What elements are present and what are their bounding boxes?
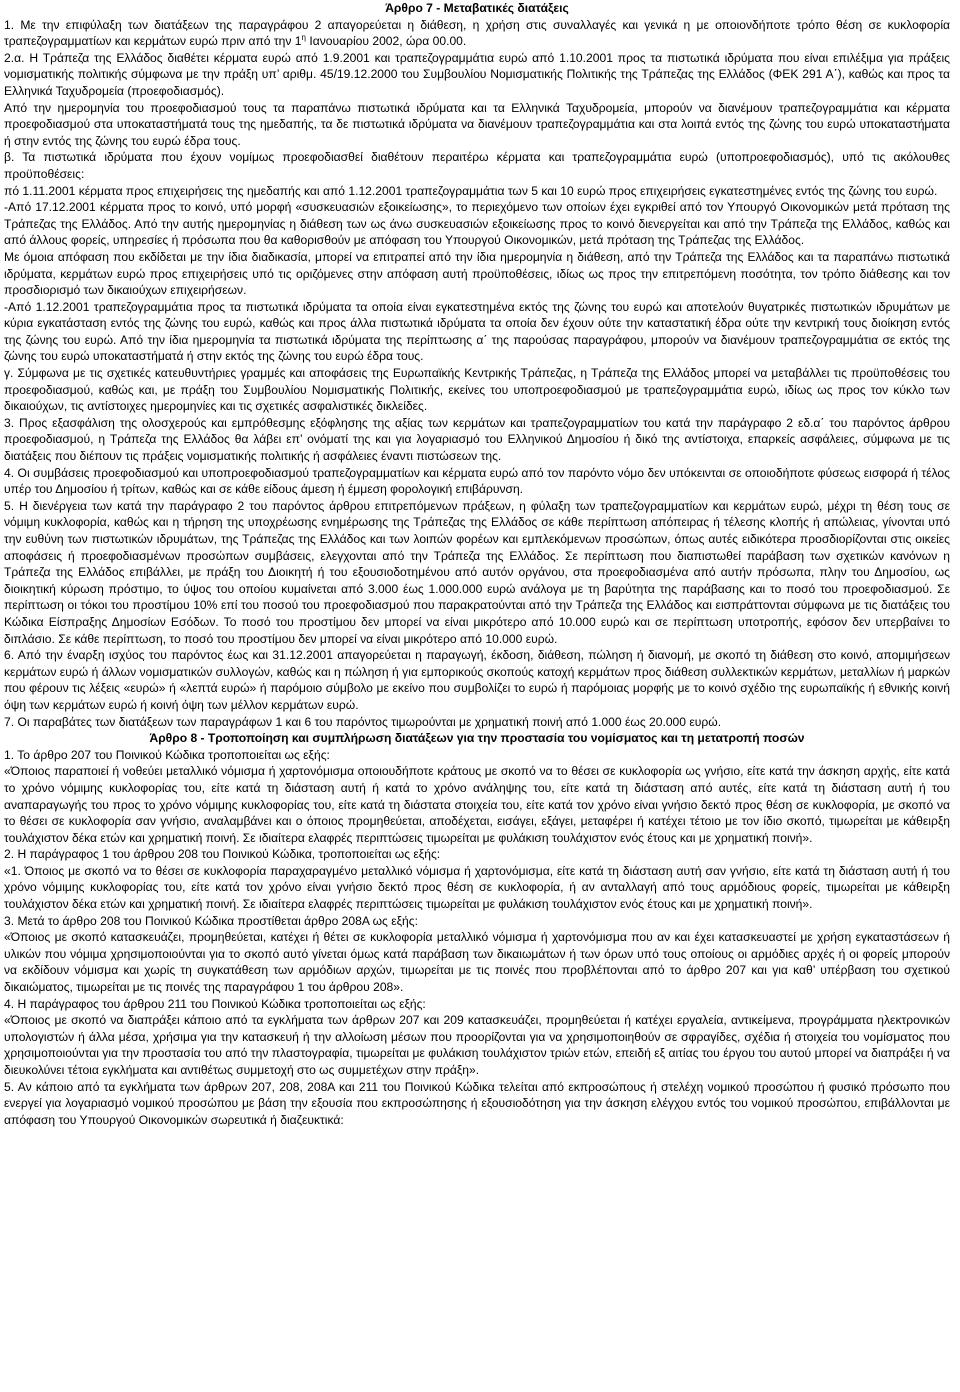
paragraph: Με όμοια απόφαση που εκδίδεται με την ίδια διαδικασία, μπορεί να επιτραπεί από την ίδια ημερομηνία η διάθεση, από την Τράπεζα της Ελλάδος και τα παραπάνω πιστωτικά ιδρύματα, κερμάτων ευρώ προς επιχειρήσεις υπό τις οριζόμενες στην απόφαση αυτή προϋποθέσεις, ιδίως ως προς την επιτρεπόμενη ποσότητα, τον τρόπο διάθεσης και τον προσδιορισμό των δικαιούχων επιχειρήσεων. [4, 249, 950, 298]
paragraph: 1. Με την επιφύλαξη των διατάξεων της παραγράφου 2 απαγορεύεται η διάθεση, η χρήση στις συναλλαγές και γενικά η με οποιονδήποτε τρόπο θέση σε κυκλοφορία τραπεζογραμματίων και κερμάτων ευρώ πριν από την $1^\eta$ Ιανουαρίου 2002, ώρα 00.00. [4, 17, 950, 49]
article-7-body [4, 17, 950, 731]
paragraph: «Όποιος παραποιεί ή νοθεύει μεταλλικό νόμισμα ή χαρτονόμισμα οποιουδήποτε κράτους με σκοπό να το θέσει σε κυκλοφορία ως γνήσιο, είτε κατά την άσκηση αρχής, είτε κατά το χρόνο νόμιμης κυκλοφορίας του, είτε κατά τη διάσταση αυτή ή κατά το χρόνο ανάληψης του, είτε κατά τη διάσταση από αυτές, είτε κατά τη διάσταση αυτή ή του αναπαραγωγής του προς το χρόνο νόμιμης κυκλοφορίας του, είτε κατά τη διάστατα στοιχεία του, είτε κατά τον χρόνο είναι γνήσιο δεκτό προς θέση σε κυκλοφορία, με σκοπό να το θέσει σε κυκλοφορία σαν γνήσιο, αναλαμβάνει και ο όποιος προμηθεύεται, αποδέχεται, εισάγει, εξάγει, μεταφέρει ή κατέχει τέτοιο με τον ίδιο σκοπό, τιμωρείται με κάθειρξη τουλάχιστον δέκα ετών και χρηματική ποινή. Σε ιδιαίτερα ελαφρές περιπτώσεις τιμωρείται με φυλάκιση τουλάχιστον ενός έτους και με χρηματική ποινή». [4, 764, 950, 845]
paragraph: 6. Από την έναρξη ισχύος του παρόντος έως και 31.12.2001 απαγορεύεται η παραγωγή, έκδοση, διάθεση, πώληση ή διανομή, με σκοπό τη διάθεση στο κοινό, απομιμήσεων κερμάτων ευρώ ή άλλων νομισματικών συλλογών, καθώς και η πώληση ή για εμπορικούς σκοπούς κατοχή κερμάτων προς διάθεση συλλεκτικών κερμάτων, μεταλλίων ή μαρκών που φέρουν τις λέξεις «ευρώ» ή «λεπτά ευρώ» ή παρόμοιο σύμβολο με εκείνο που συμβολίζει το ευρώ ή παρόμοιας μορφής με το κοινό σχέδιο της ευρωπαϊκής ή εθνικής κοινή όψη των κερμάτων ευρώ ή κοινή όψη των μέλλον κερμάτων ευρώ. [4, 648, 950, 712]
paragraph: πό 1.11.2001 κέρματα προς επιχειρήσεις της ημεδαπής και από 1.12.2001 τραπεζογραμμάτια των 5 και 10 ευρώ προς επιχειρήσεις εγκατεστημένες εντός της ζώνης του ευρώ. [4, 183, 938, 198]
article-7-heading: Άρθρο 7 - Μεταβατικές διατάξεις [385, 1, 569, 15]
paragraph: 2.α. Η Τράπεζα της Ελλάδος διαθέτει κέρματα ευρώ από 1.9.2001 και τραπεζογραμμάτια ευρώ από 1.10.2001 προς τα πιστωτικά ιδρύματα που είναι επιλέξιμα για πράξεις νομισματικής πολιτικής σύμφωνα με την πράξη υπ’ αριθμ. 45/19.12.2000 του Συμβουλίου Νομισματικής Πολιτικής της Τράπεζας της Ελλάδος (ΦΕΚ 291 Α΄), καθώς και προς τα Ελληνικά Ταχυδρομεία (προεφοδιασμός). [4, 50, 950, 98]
paragraph: «Όποιος με σκοπό να διαπράξει κάποιο από τα εγκλήματα των άρθρων 207 και 209 κατασκευάζει, προμηθεύεται ή κατέχει εργαλεία, αντικείμενα, προγράμματα ηλεκτρονικών υπολογιστών ή άλλα μέσα, χρήσιμα για την κατασκευή ή την αλλοίωση μέσων που προορίζονται για να χρησιμοποιηθούν σε σφραγίδες, σχέδια ή στοιχεία του νομίσματος που χρησιμοποιούνται για την προστασία του από την πλαστογραφία, τιμωρείται με φυλάκιση τουλάχιστον τριών ετών, επειδή εξ αιτίας του έργου του αυτού μπορεί να διαπράξει ή να διευκολύνει τέτοια εγκλήματα και αντιθέτως συμμετοχή στο ως συμμετέχων στην πράξη». [4, 1013, 950, 1077]
paragraph: 4. Η παράγραφος του άρθρου 211 του Ποινικού Κώδικα τροποποιείται ως εξής: [4, 996, 426, 1011]
paragraph: Από την ημερομηνία του προεφοδιασμού τους τα παραπάνω πιστωτικά ιδρύματα και τα Ελληνικά Ταχυδρομεία, μπορούν να διανέμουν τραπεζογραμμάτια και κέρματα προεφοδιασμού στα υποκαταστήματά τους της ημεδαπής, τα δε πιστωτικά ιδρύματα να διανέμουν τραπεζογραμμάτια και στα λοιπά εντός της ζώνης του ευρώ υποκαταστήματα ή στην εντός της ζώνης του ευρώ έδρα τους. [4, 100, 950, 148]
paragraph: 2. Η παράγραφος 1 του άρθρου 208 του Ποινικού Κώδικα, τροποποιείται ως εξής: [4, 847, 441, 862]
paragraph: 5. Η διενέργεια των κατά την παράγραφο 2 του παρόντος άρθρου επιτρεπόμενων πράξεων, η φύλαξη των τραπεζογραμματίων και κερμάτων ευρώ, μέχρι τη θέση τους σε νόμιμη κυκλοφορία, καθώς και η τήρηση της υποχρέωσης ενημέρωσης της Τράπεζας της Ελλάδος σε κάθε περίπτωση απόπειρας ή τέλεσης κλοπής ή απώλειας, γίνονται υπό την ευθύνη των πιστωτικών ιδρυμάτων, της Τράπεζας της Ελλάδος και των λοιπών φορέων και εμπλεκόμενων προσώπων, όπως αυτές ειδικότερα προσδιορίζονται στις οικείες αποφάσεις ή προεφοδιασμένων προσώπων συμβάσεις, ελεγχονται από την Τράπεζα της Ελλάδος. Σε περίπτωση που διαπιστωθεί παράβαση των σχετικών κανόνων η Τράπεζα της Ελλάδος επιβάλλει, με πράξη του Διοικητή ή του εξουσιοδοτημένου από αυτόν οργάνου, στα προεφοδιασμένα από αυτήν πρόσωπα, πλην του Δημοσίου, ως διοικητική κύρωση πρόστιμο, το ύψος του οποίου κυμαίνεται από 3.000 έως 1.000.000 ευρώ ανάλογα με τη βαρύτητα της παράβασης και το ποσό του προεφοδιασμού. Σε περίπτωση οι τόκοι του προστίμου 10% επί του ποσού του προεφοδιασμού που παρακρατούνται από την Τράπεζα της Ελλάδος και εισπράττονται σύμφωνα με τις διατάξεις του Κώδικα Είσπραξης Δημοσίων Εσόδων. Το ποσό του προστίμου δεν μπορεί να είναι μικρότερο από 10.000 ευρώ και σε περίπτωση υποτροπής, εφόσον δεν υπερβαίνει το διπλάσιο. Σε κάθε περίπτωση, το ποσό του προστίμου δεν μπορεί να είναι μικρότερο από 10.000 ευρώ. [4, 498, 950, 646]
paragraph: β. Τα πιστωτικά ιδρύματα που έχουν νομίμως προεφοδιασθεί διαθέτουν περαιτέρω κέρματα και τραπεζογραμμάτια ευρώ (υποπροεφοδιασμός), υπό τις ακόλουθες προϋποθέσεις: [4, 150, 950, 181]
article-8-body [4, 747, 950, 1129]
paragraph: 3. Μετά το άρθρο 208 του Ποινικού Κώδικα προστίθεται άρθρο 208Α ως εξής: [4, 913, 418, 928]
paragraph: 4. Οι συμβάσεις προεφοδιασμού και υποπροεφοδιασμού τραπεζογραμματίων και κέρματα ευρώ από τον παρόντο νόμο δεν υπόκεινται σε οποιοδήποτε φύσεως εισφορά ή τέλος υπέρ του Δημοσίου ή τρίτων, καθώς και σε κάθε είδους άμεση ή έμμεση φορολογική επιβάρυνση. [4, 465, 950, 497]
paragraph: -Από 17.12.2001 κέρματα προς το κοινό, υπό μορφή «συσκευασιών εξοικείωσης», το περιεχόμενο των οποίων έχει εγκριθεί από τον Υπουργό Οικονομικών μετά πρόταση της Τράπεζας της Ελλάδος. Από την αυτής ημερομηνίας η διάθεση των ως άνω συσκευασιών εξοικείωσης προς το κοινό διενεργείται και από την Τράπεζα της Ελλάδος, καθώς και από άλλους φορείς, υπηρεσίες ή πρόσωπα που θα καθορισθούν με απόφαση του Υπουργού Οικονομικών, μετά πρόταση της Τράπεζας της Ελλάδος. [4, 200, 950, 248]
article-8-heading: Άρθρο 8 - Τροποποίηση και συμπλήρωση διατάξεων για την προστασία του νομίσματος και τη μετατροπή ποσών [149, 731, 805, 746]
paragraph: «1. Όποιος με σκοπό να το θέσει σε κυκλοφορία παραχαραγμένο μεταλλικό νόμισμα ή χαρτονόμισμα, είτε κατά τη διάσταση αυτή σαν γνήσιο, είτε κατά τη διάσταση αυτή ή του χρόνο νόμιμης κυκλοφορίας του, είτε κατά τον χρόνο είναι γνήσιο δεκτό προς θέση σε κυκλοφορία, ή αν ανταλλαγή από τους αρμόδιους φορείς, τιμωρείται με κάθειρξη τουλάχιστον δέκα ετών και χρηματική ποινή. Σε ιδιαίτερα ελαφρές περιπτώσεις τιμωρείται με φυλάκιση τουλάχιστον ενός έτους και με χρηματική ποινή». [4, 863, 950, 912]
paragraph: -Από 1.12.2001 τραπεζογραμμάτια προς τα πιστωτικά ιδρύματα τα οποία είναι εγκατεστημένα εκτός της ζώνης του ευρώ και αποτελούν θυγατρικές πιστωτικών ιδρυμάτων με κύρια εγκατάσταση εντός της ζώνης του ευρώ, καθώς και προς άλλα πιστωτικά ιδρύματα τα οποία δεν έχουν ούτε την καταστατική έδρα ούτε την κεντρική τους διοίκηση εντός της ζώνης του ευρώ. Από την ίδια ημερομηνία τα πιστωτικά ιδρύματα της περίπτωσης α΄ της παρούσας παραγράφου, μπορούν να διανέμουν τραπεζογραμμάτια σε εκτός της ζώνης του ευρώ υποκαταστήματά ή στην εκτός της ζώνης του ευρώ έδρα τους. [4, 299, 950, 364]
paragraph: 1. Το άρθρο 207 του Ποινικού Κώδικα τροποποιείται ως εξής: [4, 747, 330, 762]
paragraph: 3. Προς εξασφάλιση της ολοσχερούς και εμπρόθεσμης εξόφλησης της αξίας των κερμάτων και τραπεζογραμματίων του κατά την παράγραφο 2 εδ.α΄ του παρόντος άρθρου προεφοδιασμού, η Τράπεζα της Ελλάδος θα λάβει επ’ ονόματί της και για λογαριασμό του Ελληνικού Δημοσίου ή δικό της αντίστοιχα, επαρκείς ασφάλειες, σύμφωνα με τις διατάξεις που διέπουν τις πράξεις νομισματικής πολιτικής ή ασφάλειες έναντι πιστώσεων της. [4, 415, 950, 464]
paragraph: 5. Αν κάποιο από τα εγκλήματα των άρθρων 207, 208, 208Α και 211 του Ποινικού Κώδικα τελείται από εκπροσώπους ή στελέχη νομικού προσώπου ή φυσικό πρόσωπο που ενεργεί για λογαριασμό νομικού προσώπου με βάση την εξουσία που εκπροσώπησης ή εξουσιοδότηση για την άσκηση ελέγχου εντός του νομικού προσώπου, επιβάλλονται με απόφαση του Υπουργού Οικονομικών σωρευτικά ή διαζευκτικά: [4, 1079, 950, 1127]
paragraph: «Όποιος με σκοπό κατασκευάζει, προμηθεύεται, κατέχει ή θέτει σε κυκλοφορία μεταλλικό νόμισμα ή χαρτονόμισμα που αν και έχει κατασκευαστεί με χρήση εγκαταστάσεων ή υλικών που νόμιμα χρησιμοποιούνται για το σκοπό αυτό γίνεται όμως κατά παράβαση των δικαιωμάτων ή των όρων υπό τους οποίους οι αρμόδιες αρχές ή οι φορείς μπορούν να εκδίδουν νόμισμα και χωρίς τη συγκατάθεση των αρμόδιων αρχών, τιμωρείται με τις ποινές που προβλέπονται από το άρθρο 207 και για καθ’ υπέρβαση του σχετικού δικαιώματος, τιμωρείται με τις ποινές της παραγράφου 1 του άρθρου 208». [4, 930, 950, 995]
paragraph: γ. Σύμφωνα με τις σχετικές κατευθυντήριες γραμμές και αποφάσεις της Ευρωπαϊκής Κεντρικής Τράπεζας, η Τράπεζα της Ελλάδος μπορεί να μεταβάλλει τις προϋποθέσεις του προεφοδιασμού, καθώς και, με πράξη του Συμβουλίου Νομισματικής Πολιτικής, εκείνες του υποπροεφοδιασμού με τραπεζογραμμάτια ευρώ, ιδίως ως προς τον κύκλο των δικαιούχων, τις αντίστοιχες ημερομηνίες και τις σχετικές ασφαλιστικές δικλείδες. [4, 366, 950, 414]
paragraph: 7. Οι παραβάτες των διατάξεων των παραγράφων 1 και 6 του παρόντος τιμωρούνται με χρηματική ποινή από 1.000 έως 20.000 ευρώ. [4, 714, 722, 729]
